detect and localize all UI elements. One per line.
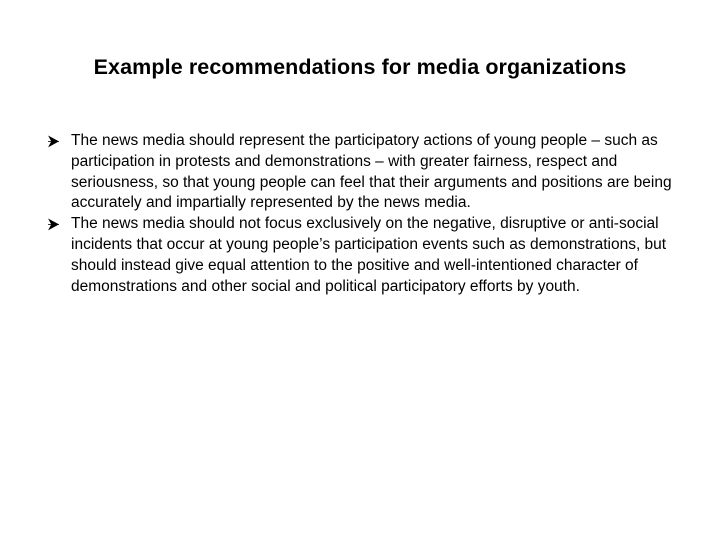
arrow-bullet-icon xyxy=(46,131,64,152)
bullet-list xyxy=(46,131,686,297)
slide-title: Example recommendations for media organizations xyxy=(93,55,627,79)
bullet-item xyxy=(46,214,686,297)
arrow-bullet-icon xyxy=(46,214,64,235)
bullet-text: The news media should not focus exclusively on the negative, disruptive or anti-social incidents that occur at young people’s participation events such as demonstrations, but should instead give equal attention to the positive and well-intentioned character of demonstrations and other social and political participatory efforts by youth. xyxy=(71,215,667,295)
bullet-item xyxy=(46,131,686,214)
bullet-text: The news media should represent the participatory actions of young people – such as participation in protests and demonstrations – with greater fairness, respect and seriousness, so that young people can feel that their arguments and positions are being accurately and impartially represented by the news media. xyxy=(71,132,672,212)
